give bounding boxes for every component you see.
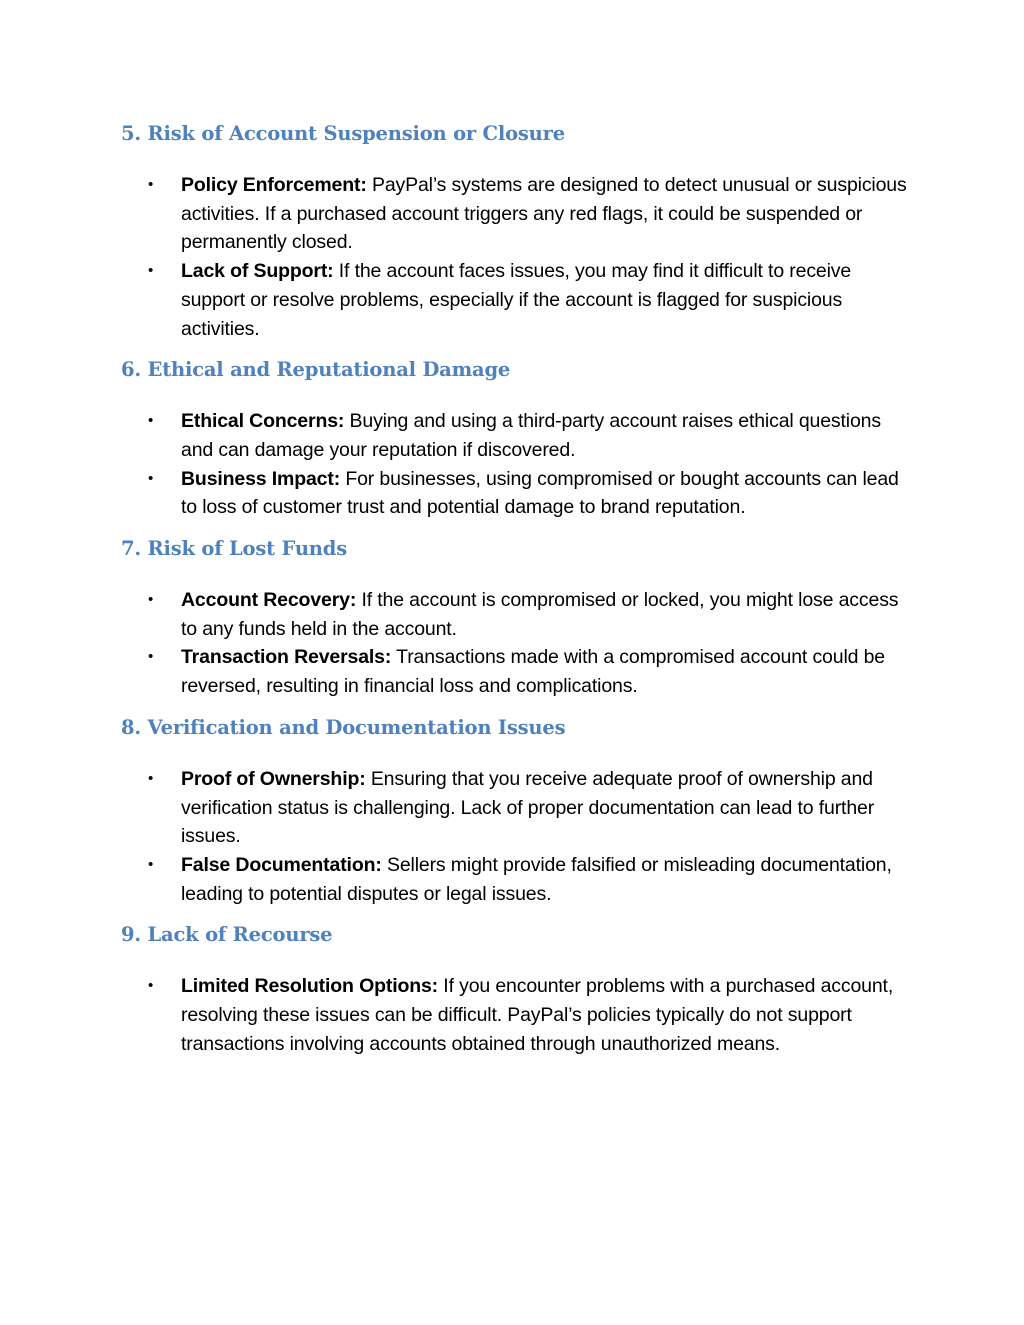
section-account-suspension: [121, 119, 911, 343]
bullet-term: Account Recovery:: [181, 589, 357, 612]
bullet-term: Transaction Reversals:: [181, 646, 392, 669]
list-item: [121, 586, 911, 643]
bullet-text: Ensuring that you receive adequate proof of ownership and verification status is challenging. Lack of proper documentation can lead to further issues.: [181, 767, 875, 848]
bullet-list: [121, 407, 911, 522]
section-heading: 5. Risk of Account Suspension or Closure: [121, 122, 565, 145]
bullet-term: Proof of Ownership:: [181, 767, 366, 790]
bullet-icon: •: [148, 469, 154, 487]
list-item: [121, 851, 911, 908]
bullet-list: [121, 765, 911, 909]
bullet-text: If the account faces issues, you may find it difficult to receive support or resolve problems, especially if the account is flagged for suspicious activities.: [181, 260, 852, 340]
bullet-term: Lack of Support:: [181, 260, 334, 283]
section-heading: 9. Lack of Recourse: [121, 923, 333, 947]
section-verification-issues: [121, 713, 911, 909]
bullet-text: For businesses, using compromised or bought accounts can lead to loss of customer trust and potential damage to brand reputation.: [181, 467, 899, 519]
list-item: [121, 257, 911, 343]
bullet-icon: •: [148, 176, 154, 193]
section-ethical-damage: [121, 355, 911, 522]
section-heading: 6. Ethical and Reputational Damage: [121, 358, 511, 382]
list-item: [121, 171, 911, 257]
list-item: [121, 765, 911, 851]
list-item: [121, 465, 911, 522]
section-heading: 7. Risk of Lost Funds: [121, 537, 347, 561]
bullet-text: PayPal’s systems are designed to detect unusual or suspicious activities. If a purchased account triggers any red flags, it could be suspended or permanently closed.: [181, 174, 907, 254]
bullet-list: [121, 972, 911, 1058]
bullet-text: If you encounter problems with a purchased account, resolving these issues can be difficult. PayPal’s policies typically do not support transactions involving accounts obtained through unauthorized means.: [181, 975, 894, 1055]
document-body: [121, 119, 911, 1058]
bullet-list: [121, 171, 911, 343]
bullet-text: Sellers might provide falsified or misleading documentation, leading to potential disputes or legal issues.: [181, 853, 892, 905]
section-heading: 8. Verification and Documentation Issues: [121, 715, 566, 739]
bullet-icon: •: [148, 977, 154, 995]
list-item: [121, 972, 911, 1058]
bullet-text: If the account is compromised or locked, you might lose access to any funds held in the account.: [181, 589, 899, 640]
bullet-term: False Documentation:: [181, 853, 382, 876]
bullet-text: Buying and using a third-party account raises ethical questions and can damage your reputation if discovered.: [181, 410, 881, 461]
bullet-icon: •: [148, 769, 154, 787]
bullet-icon: •: [148, 262, 154, 280]
bullet-icon: •: [148, 648, 154, 666]
section-lost-funds: [121, 534, 911, 701]
bullet-term: Policy Enforcement:: [181, 174, 367, 196]
bullet-term: Business Impact:: [181, 467, 341, 490]
bullet-icon: •: [148, 591, 154, 609]
bullet-text: Transactions made with a compromised account could be reversed, resulting in financial loss and complications.: [181, 646, 885, 698]
bullet-term: Limited Resolution Options:: [181, 975, 439, 998]
list-item: [121, 407, 911, 464]
bullet-icon: •: [148, 412, 154, 430]
bullet-term: Ethical Concerns:: [181, 410, 345, 433]
bullet-icon: •: [148, 855, 154, 873]
bullet-list: [121, 586, 911, 701]
section-lack-of-recourse: [121, 920, 911, 1058]
list-item: [121, 643, 911, 700]
